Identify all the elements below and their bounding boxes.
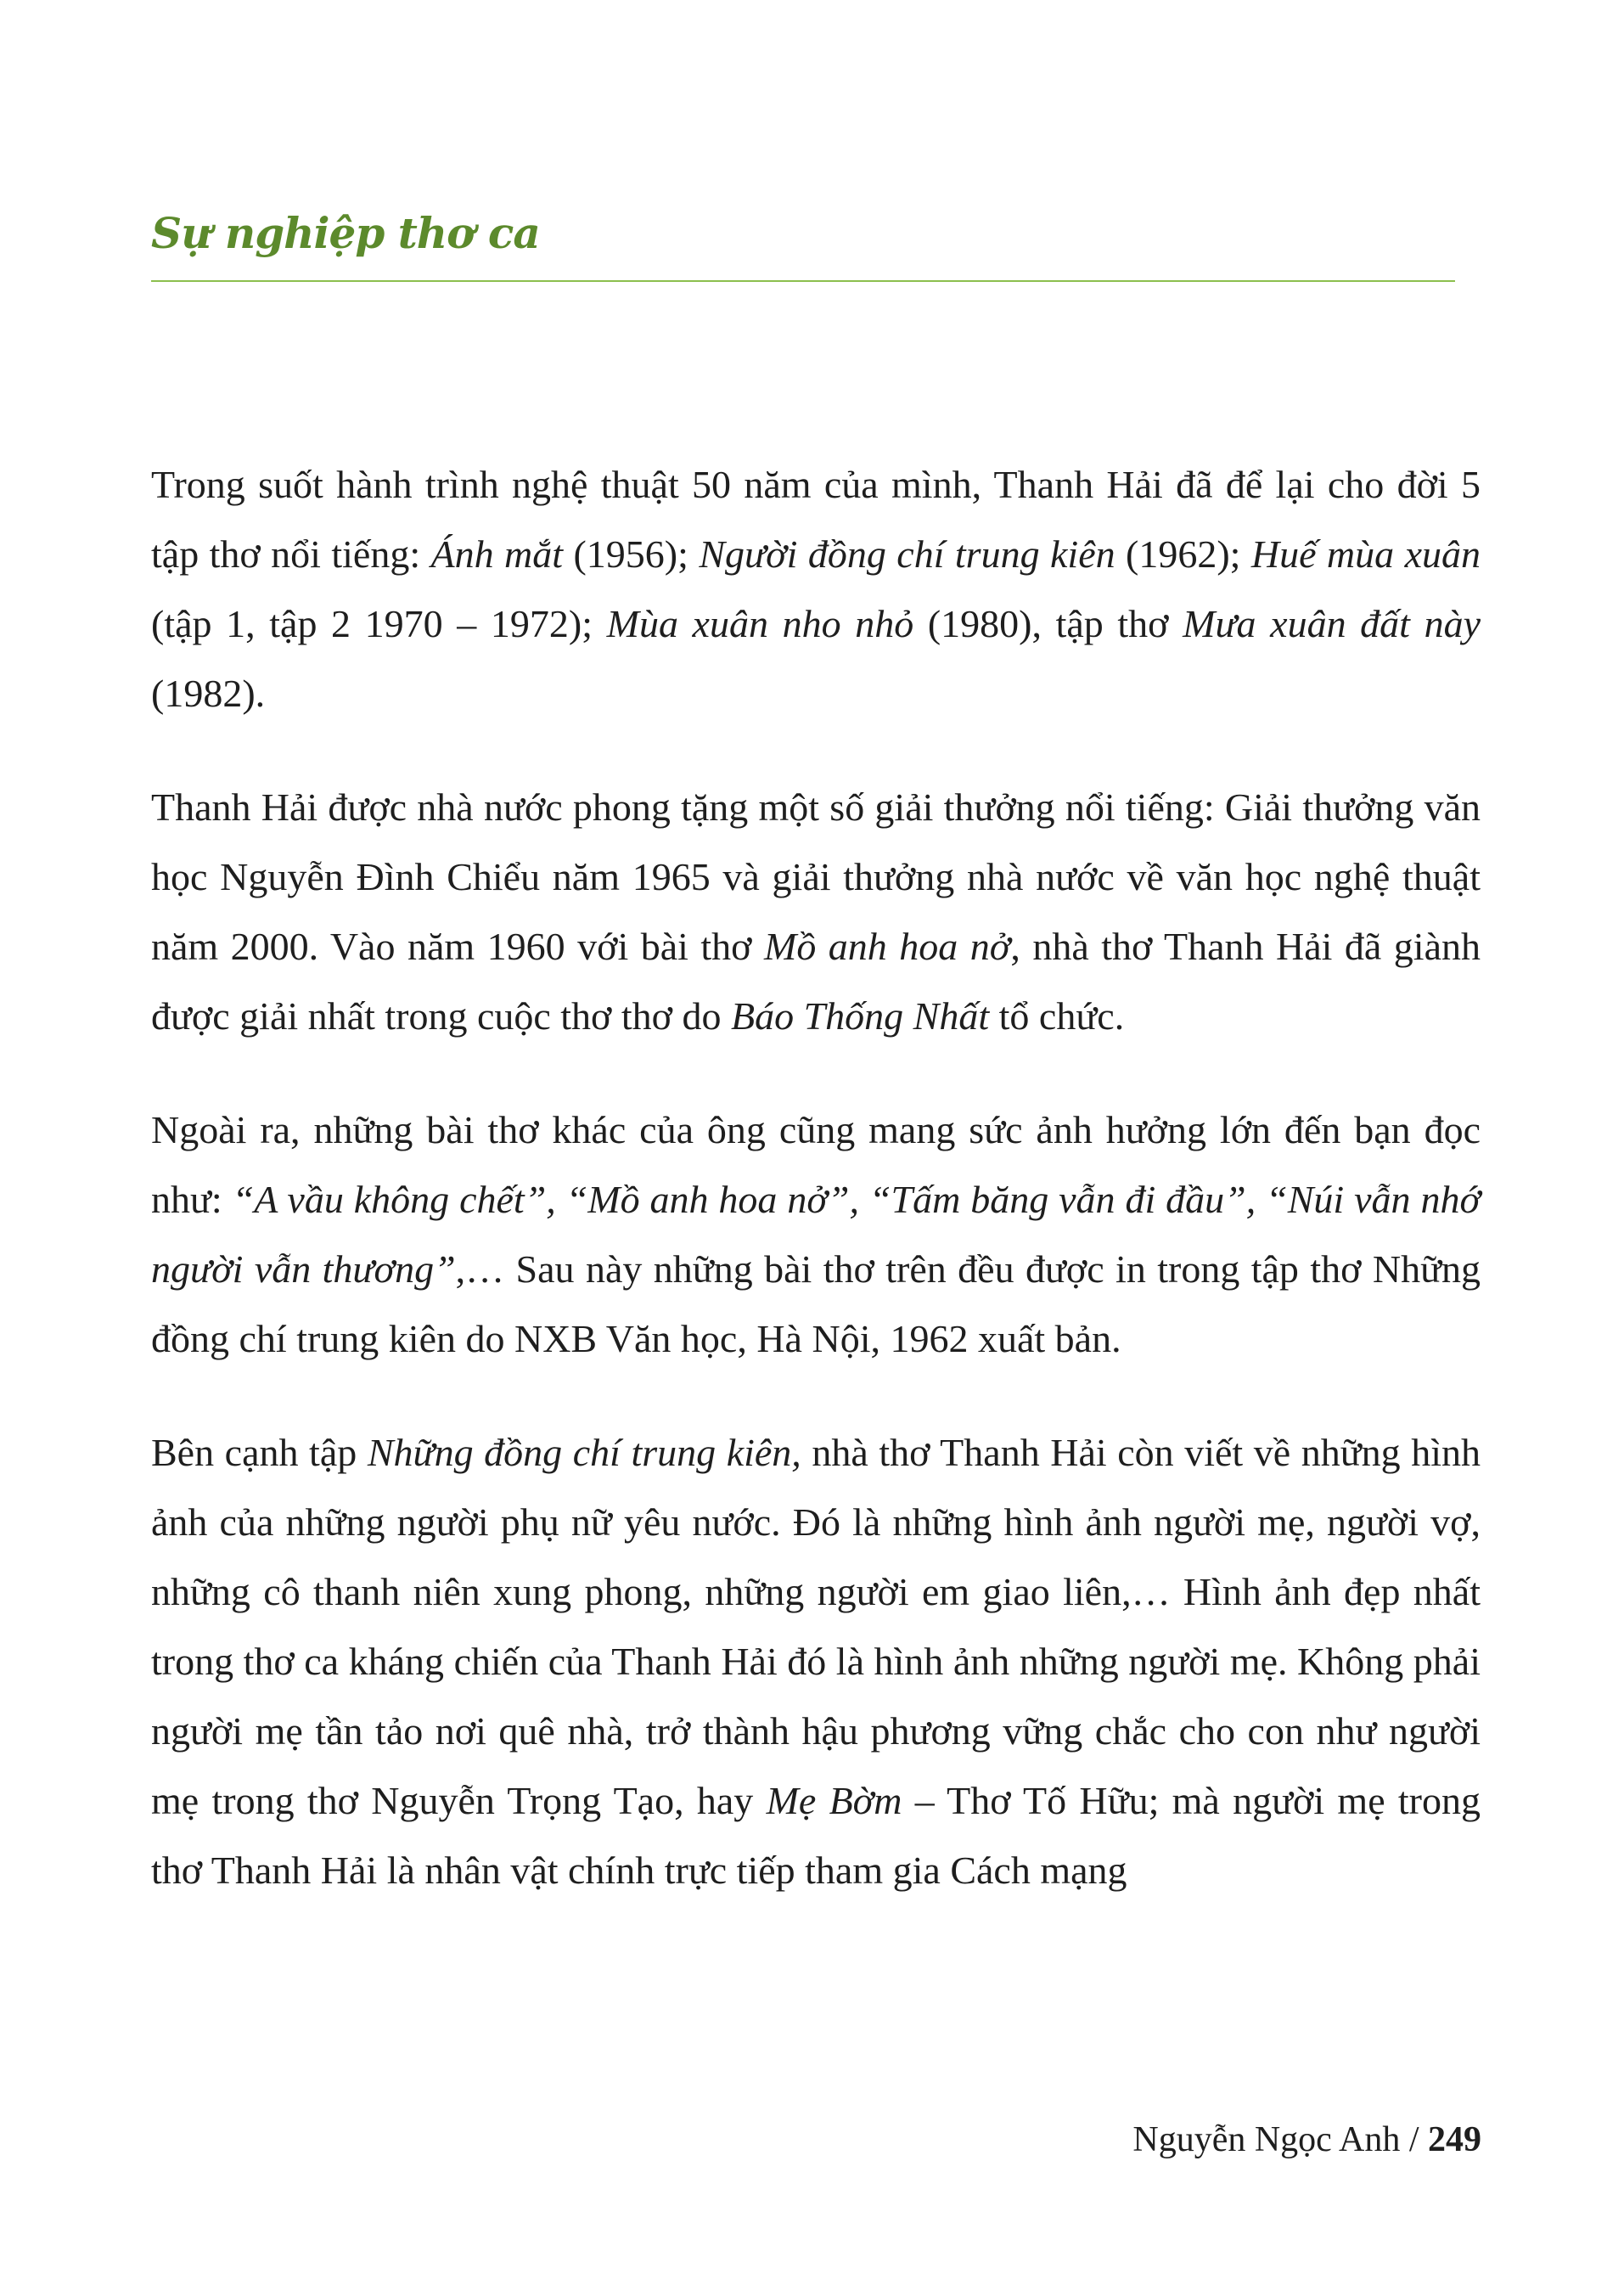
italic-title: “A vầu không chết”, “Mồ anh hoa nở”, “Tấm băng vẫn đi đầu”, “Núi vẫn nhớ người vẫn thương” [151,1178,1481,1291]
page-number: 249 [1428,2120,1481,2159]
text-run: Trong suốt hành trình nghệ thuật 50 năm của mình, Thanh Hải đã để lại cho đời 5 tập thơ nổi tiếng: [151,463,1481,576]
italic-title: Huế mùa xuân [1250,532,1481,576]
section-title: Sự nghiệp thơ ca [151,208,540,258]
text-run: ,… Sau này những bài thơ trên đều được in trong tập thơ Những đồng chí trung kiên do NXB Văn học, Hà Nội, 1962 xuất bản. [151,1247,1481,1360]
text-run: (1982). [151,672,266,715]
text-run: Ngoài ra, những bài thơ khác của ông cũng mang sức ảnh hưởng lớn đến bạn đọc như: [151,1108,1481,1221]
italic-title: Mưa xuân đất này [1183,602,1481,645]
text-run: , nhà thơ Thanh Hải đã giành được giải nhất trong cuộc thơ thơ do [151,925,1481,1038]
italic-title: Báo Thống Nhất [731,994,990,1038]
paragraph-3 [151,1095,1481,1374]
header-divider [151,280,1455,282]
italic-title: Ánh mắt [430,532,564,576]
italic-title: Mồ anh hoa nở [764,925,1011,968]
italic-title: Mùa xuân nho nhỏ [606,602,914,645]
text-run: (1962); [1115,532,1251,576]
paragraph-1 [151,450,1481,729]
text-run: (1956); [563,532,700,576]
body-text [151,450,1481,1950]
footer-separator: / [1400,2120,1428,2159]
footer-author: Nguyễn Ngọc Anh [1132,2120,1401,2159]
section-header [151,208,1455,282]
text-run: Thanh Hải được nhà nước phong tặng một số giải thưởng nổi tiếng: Giải thưởng văn học Nguyễn Đình Chiểu năm 1965 và giải thưởng nhà nước về văn học nghệ thuật năm 2000. Vào năm 1960 với bài thơ [151,785,1481,968]
text-run: tổ chức. [989,994,1125,1038]
italic-title: Những đồng chí trung kiên, [367,1431,801,1474]
paragraph-2 [151,773,1481,1051]
text-run: (1980), tập thơ [913,602,1183,645]
italic-title: Người đồng chí trung kiên [699,532,1115,576]
page-footer [1132,2114,1481,2165]
italic-title: Mẹ Bờm [766,1779,902,1822]
text-run: Bên cạnh tập [151,1431,368,1474]
paragraph-4 [151,1418,1481,1905]
text-run: (tập 1, tập 2 1970 – 1972); [151,602,607,645]
text-run: – Thơ Tố Hữu; mà người mẹ trong thơ Thanh Hải là nhân vật chính trực tiếp tham gia Cách mạng [151,1779,1481,1892]
text-run: nhà thơ Thanh Hải còn viết về những hình ảnh của những người phụ nữ yêu nước. Đó là những hình ảnh người mẹ, người vợ, những cô thanh niên xung phong, những người em giao liên,… Hình ảnh đẹp nhất trong thơ ca kháng chiến của Thanh Hải đó là hình ảnh những người mẹ. Không phải người mẹ tần tảo nơi quê nhà, trở thành hậu phương vững chắc cho con như người mẹ trong thơ Nguyễn Trọng Tạo, hay [151,1431,1481,1822]
